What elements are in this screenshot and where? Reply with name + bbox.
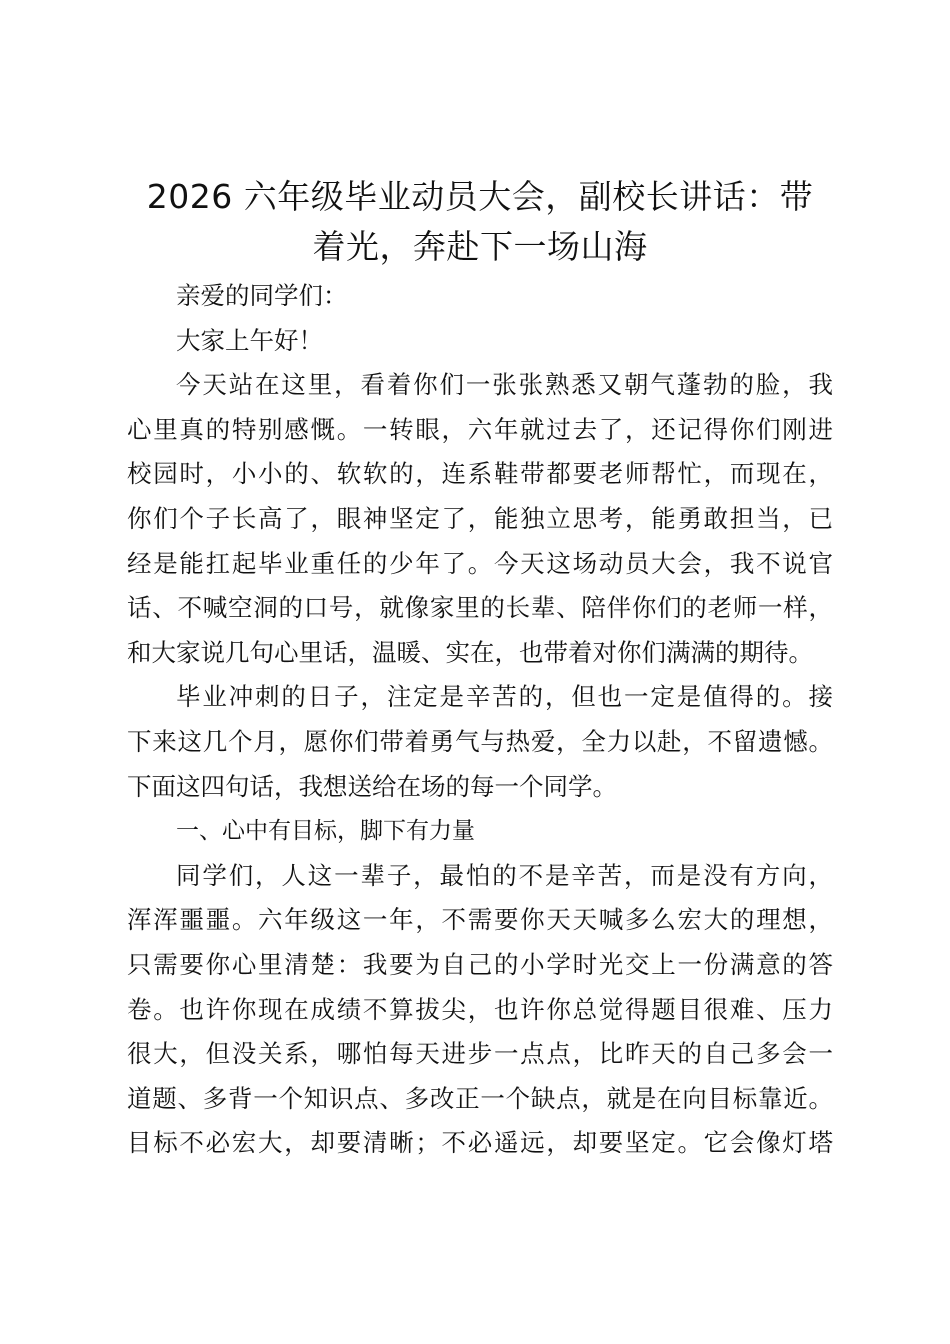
paragraph-line: 你们个子长高了，眼神坚定了，能独立思考，能勇敢担当，已 [127, 503, 833, 533]
document-page [127, 172, 833, 1166]
title-line: 着光，奔赴下一场山海 [312, 227, 648, 266]
salutation: 亲爱的同学们： [176, 281, 348, 310]
paragraph-line: 话、不喊空洞的口号，就像家里的长辈、陪伴你们的老师一样， [127, 593, 833, 623]
paragraph [127, 363, 833, 675]
title-line: 2026 六年级毕业动员大会，副校长讲话：带 [146, 177, 814, 216]
paragraph-line: 经是能扛起毕业重任的少年了。今天这场动员大会，我不说官 [127, 548, 833, 578]
paragraph-line: 卷。也许你现在成绩不算拔尖，也许你总觉得题目很难、压力 [127, 994, 833, 1024]
paragraph-line: 同学们，人这一辈子，最怕的不是辛苦，而是没有方向， [176, 860, 833, 890]
paragraph-line: 今天站在这里，看着你们一张张熟悉又朝气蓬勃的脸，我 [176, 370, 833, 400]
paragraph-line: 下面这四句话，我想送给在场的每一个同学。 [127, 771, 617, 801]
document-title [119, 172, 841, 272]
paragraph [127, 675, 833, 809]
paragraph-line: 和大家说几句心里话，温暖、实在，也带着对你们满满的期待。 [127, 637, 813, 667]
paragraph-line: 目标不必宏大，却要清晰；不必遥远，却要坚定。它会像灯塔 [127, 1128, 833, 1158]
paragraph [127, 854, 833, 1166]
paragraph-line: 心里真的特别感慨。一转眼，六年就过去了，还记得你们刚进 [127, 414, 833, 444]
paragraph-line: 毕业冲刺的日子，注定是辛苦的，但也一定是值得的。接 [176, 682, 833, 712]
paragraph-line: 很大，但没关系，哪怕每天进步一点点，比昨天的自己多会一 [127, 1039, 833, 1069]
paragraph-line: 浑浑噩噩。六年级这一年，不需要你天天喊多么宏大的理想， [127, 905, 833, 935]
paragraph-line: 校园时，小小的、软软的，连系鞋带都要老师帮忙，而现在， [127, 459, 833, 489]
document-body [127, 274, 833, 1166]
paragraph-line: 下来这几个月，愿你们带着勇气与热爱，全力以赴，不留遗憾。 [127, 726, 833, 756]
section-heading: 一、心中有目标，脚下有力量 [176, 818, 475, 845]
paragraph-line: 道题、多背一个知识点、多改正一个缺点，就是在向目标靠近。 [127, 1083, 833, 1113]
paragraph-line: 只需要你心里清楚：我要为自己的小学时光交上一份满意的答 [127, 949, 833, 979]
greeting: 大家上午好！ [176, 325, 323, 355]
